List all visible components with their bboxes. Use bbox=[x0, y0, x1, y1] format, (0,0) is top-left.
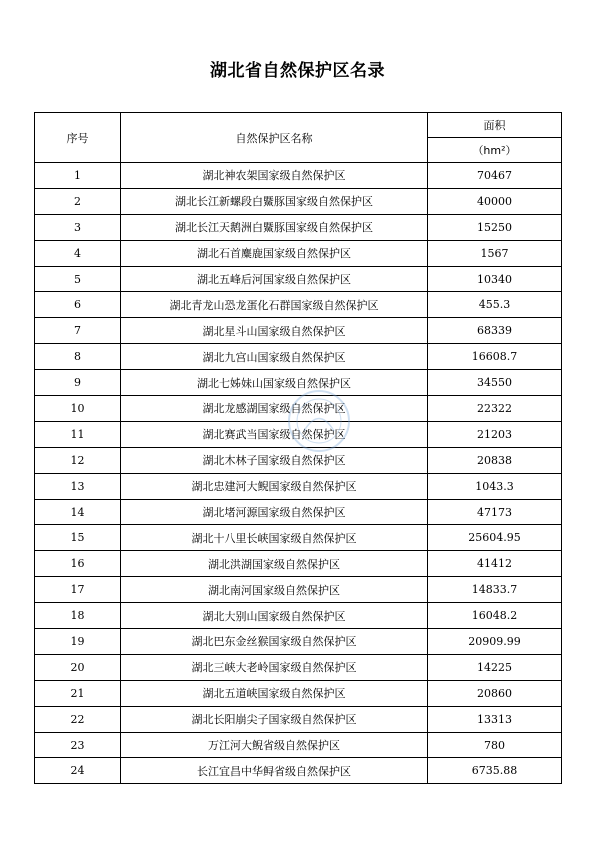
header-no: 序号 bbox=[35, 113, 121, 163]
cell-name: 万江河大鲵省级自然保护区 bbox=[121, 732, 428, 758]
cell-no: 15 bbox=[35, 525, 121, 551]
cell-area: 40000 bbox=[428, 188, 562, 214]
cell-area: 13313 bbox=[428, 706, 562, 732]
cell-no: 22 bbox=[35, 706, 121, 732]
cell-no: 4 bbox=[35, 240, 121, 266]
cell-area: 20838 bbox=[428, 447, 562, 473]
table-row bbox=[35, 240, 562, 266]
cell-name: 湖北堵河源国家级自然保护区 bbox=[121, 499, 428, 525]
cell-no: 19 bbox=[35, 629, 121, 655]
cell-area: 25604.95 bbox=[428, 525, 562, 551]
cell-name: 湖北星斗山国家级自然保护区 bbox=[121, 318, 428, 344]
cell-name: 湖北大别山国家级自然保护区 bbox=[121, 603, 428, 629]
cell-no: 24 bbox=[35, 758, 121, 784]
table-row bbox=[35, 654, 562, 680]
cell-no: 3 bbox=[35, 214, 121, 240]
cell-no: 17 bbox=[35, 577, 121, 603]
header-area: 面积 bbox=[428, 113, 562, 138]
cell-area: 14833.7 bbox=[428, 577, 562, 603]
table-row bbox=[35, 214, 562, 240]
cell-name: 湖北三峡大老岭国家级自然保护区 bbox=[121, 654, 428, 680]
cell-no: 7 bbox=[35, 318, 121, 344]
cell-no: 16 bbox=[35, 551, 121, 577]
cell-name: 长江宜昌中华鲟省级自然保护区 bbox=[121, 758, 428, 784]
header-area-unit: （hm²） bbox=[428, 138, 562, 163]
table-row bbox=[35, 421, 562, 447]
cell-no: 2 bbox=[35, 188, 121, 214]
cell-no: 23 bbox=[35, 732, 121, 758]
cell-name: 湖北石首麋鹿国家级自然保护区 bbox=[121, 240, 428, 266]
cell-area: 16048.2 bbox=[428, 603, 562, 629]
cell-name: 湖北十八里长峡国家级自然保护区 bbox=[121, 525, 428, 551]
cell-area: 10340 bbox=[428, 266, 562, 292]
cell-name: 湖北木林子国家级自然保护区 bbox=[121, 447, 428, 473]
cell-name: 湖北赛武当国家级自然保护区 bbox=[121, 421, 428, 447]
cell-no: 14 bbox=[35, 499, 121, 525]
cell-name: 湖北长江新螺段白鱀豚国家级自然保护区 bbox=[121, 188, 428, 214]
cell-no: 5 bbox=[35, 266, 121, 292]
table-row bbox=[35, 188, 562, 214]
table-row bbox=[35, 680, 562, 706]
table-body bbox=[35, 163, 562, 784]
table-row bbox=[35, 603, 562, 629]
cell-name: 湖北长阳崩尖子国家级自然保护区 bbox=[121, 706, 428, 732]
cell-name: 湖北长江天鹅洲白鱀豚国家级自然保护区 bbox=[121, 214, 428, 240]
reserve-table bbox=[34, 112, 562, 784]
cell-area: 34550 bbox=[428, 370, 562, 396]
cell-area: 14225 bbox=[428, 654, 562, 680]
cell-name: 湖北洪湖国家级自然保护区 bbox=[121, 551, 428, 577]
cell-name: 湖北青龙山恐龙蛋化石群国家级自然保护区 bbox=[121, 292, 428, 318]
cell-no: 20 bbox=[35, 654, 121, 680]
table-row bbox=[35, 163, 562, 189]
cell-area: 6735.88 bbox=[428, 758, 562, 784]
cell-no: 18 bbox=[35, 603, 121, 629]
table-row bbox=[35, 370, 562, 396]
cell-area: 21203 bbox=[428, 421, 562, 447]
cell-no: 13 bbox=[35, 473, 121, 499]
table-row bbox=[35, 473, 562, 499]
header-name: 自然保护区名称 bbox=[121, 113, 428, 163]
table-row bbox=[35, 706, 562, 732]
cell-area: 15250 bbox=[428, 214, 562, 240]
cell-area: 455.3 bbox=[428, 292, 562, 318]
cell-name: 湖北龙感湖国家级自然保护区 bbox=[121, 396, 428, 422]
cell-area: 1567 bbox=[428, 240, 562, 266]
cell-area: 68339 bbox=[428, 318, 562, 344]
table-row bbox=[35, 629, 562, 655]
cell-no: 12 bbox=[35, 447, 121, 473]
cell-no: 11 bbox=[35, 421, 121, 447]
cell-area: 70467 bbox=[428, 163, 562, 189]
cell-name: 湖北九宫山国家级自然保护区 bbox=[121, 344, 428, 370]
cell-name: 湖北五峰后河国家级自然保护区 bbox=[121, 266, 428, 292]
cell-area: 16608.7 bbox=[428, 344, 562, 370]
table-row bbox=[35, 758, 562, 784]
cell-name: 湖北忠建河大鲵国家级自然保护区 bbox=[121, 473, 428, 499]
table-row bbox=[35, 292, 562, 318]
cell-area: 47173 bbox=[428, 499, 562, 525]
table-row bbox=[35, 499, 562, 525]
page-title: 湖北省自然保护区名录 bbox=[210, 61, 385, 81]
cell-name: 湖北巴东金丝猴国家级自然保护区 bbox=[121, 629, 428, 655]
cell-name: 湖北七姊妹山国家级自然保护区 bbox=[121, 370, 428, 396]
table-row bbox=[35, 525, 562, 551]
cell-no: 9 bbox=[35, 370, 121, 396]
cell-no: 10 bbox=[35, 396, 121, 422]
cell-no: 6 bbox=[35, 292, 121, 318]
table-row bbox=[35, 318, 562, 344]
table-row bbox=[35, 732, 562, 758]
cell-area: 780 bbox=[428, 732, 562, 758]
cell-no: 21 bbox=[35, 680, 121, 706]
cell-area: 20860 bbox=[428, 680, 562, 706]
table-row bbox=[35, 396, 562, 422]
cell-no: 1 bbox=[35, 163, 121, 189]
table-row bbox=[35, 577, 562, 603]
cell-name: 湖北神农架国家级自然保护区 bbox=[121, 163, 428, 189]
cell-area: 20909.99 bbox=[428, 629, 562, 655]
cell-area: 1043.3 bbox=[428, 473, 562, 499]
table-row bbox=[35, 447, 562, 473]
cell-name: 湖北五道峡国家级自然保护区 bbox=[121, 680, 428, 706]
cell-area: 22322 bbox=[428, 396, 562, 422]
cell-area: 41412 bbox=[428, 551, 562, 577]
table-row bbox=[35, 266, 562, 292]
cell-name: 湖北南河国家级自然保护区 bbox=[121, 577, 428, 603]
table-row bbox=[35, 551, 562, 577]
cell-no: 8 bbox=[35, 344, 121, 370]
table-row bbox=[35, 344, 562, 370]
